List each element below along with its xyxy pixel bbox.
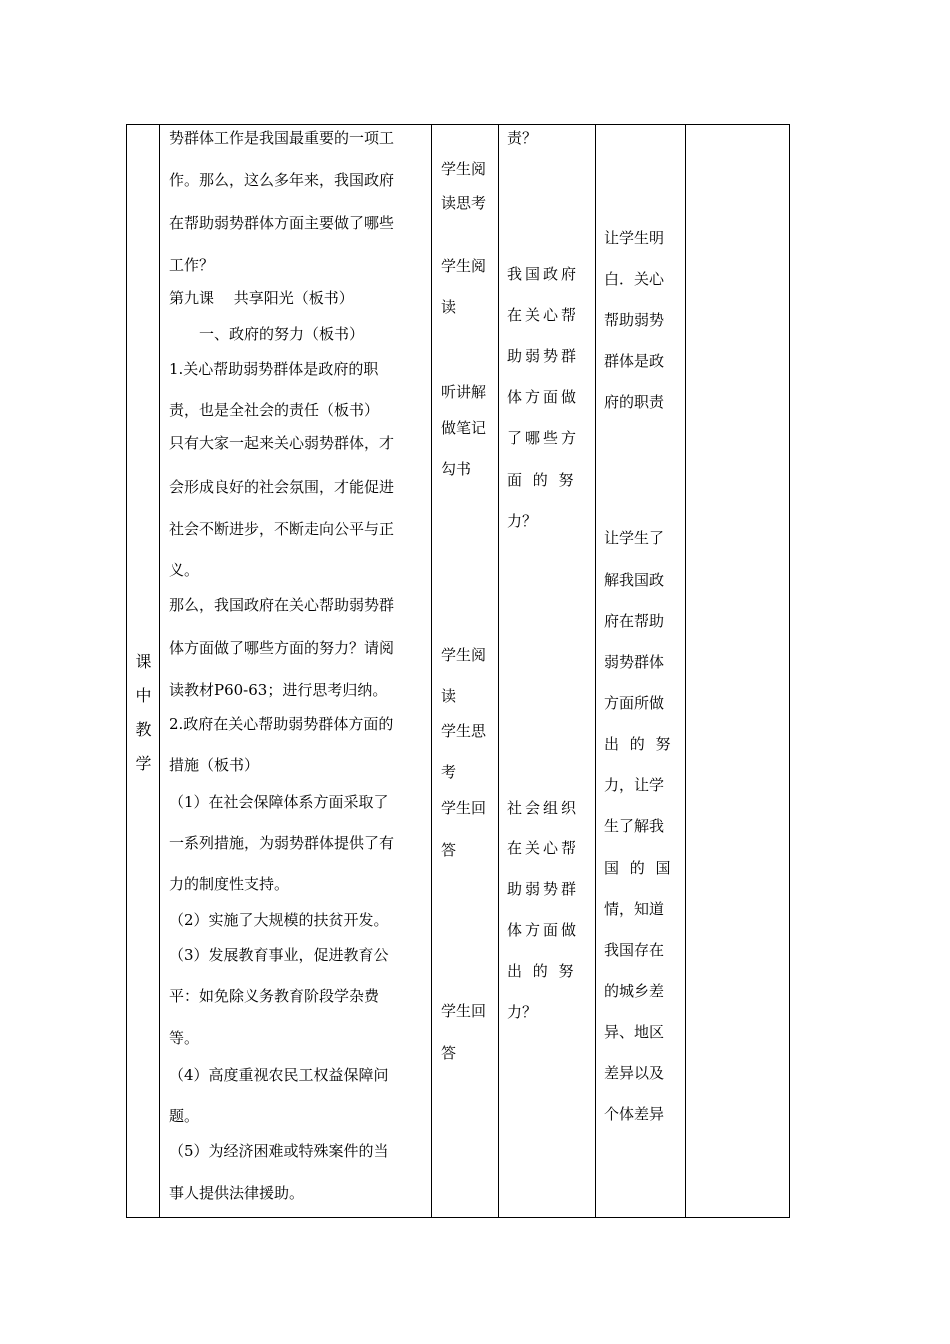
intent-line: 让学生明 xyxy=(604,229,665,247)
intent-line: 力，让学 xyxy=(604,776,665,794)
question-line: 在关心帮 xyxy=(507,839,580,857)
student-line: 考 xyxy=(441,763,457,781)
student-line: 勾书 xyxy=(441,460,472,478)
intent-line: 方面所做 xyxy=(604,694,665,712)
student-line: 学生回 xyxy=(441,799,487,817)
student-line: 学生阅 xyxy=(441,257,487,275)
teacher-line: 会形成良好的社会氛围，才能促进 xyxy=(169,478,395,496)
teacher-line: 工作？ xyxy=(169,256,215,274)
teacher-line: 责，也是全社会的责任（板书） xyxy=(169,401,380,419)
intent-line: 弱势群体 xyxy=(604,653,665,671)
teacher-line: （3）发展教育事业，促进教育公 xyxy=(169,946,389,964)
question-line: 面 的 努 xyxy=(507,471,577,489)
lesson-plan-table xyxy=(126,124,790,1218)
student-line: 做笔记 xyxy=(441,419,487,437)
teacher-line: 那么，我国政府在关心帮助弱势群 xyxy=(169,596,395,614)
teacher-line: 一系列措施，为弱势群体提供了有 xyxy=(169,834,395,852)
teacher-line: 读教材P60-63；进行思考归纳。 xyxy=(169,681,388,699)
intent-line: 白．关心 xyxy=(604,270,665,288)
teacher-line: （1）在社会保障体系方面采取了 xyxy=(169,793,389,811)
intent-line: 异、地区 xyxy=(604,1023,665,1041)
intent-line: 让学生了 xyxy=(604,529,665,547)
intent-line: 府在帮助 xyxy=(604,612,665,630)
intent-line: 解我国政 xyxy=(604,571,665,589)
phase-label xyxy=(127,645,160,781)
question-line: 在关心帮 xyxy=(507,306,580,324)
phase-char: 中 xyxy=(135,686,152,705)
teacher-line: 事人提供法律援助。 xyxy=(169,1184,305,1202)
student-line: 学生阅 xyxy=(441,160,487,178)
intent-line: 的城乡差 xyxy=(604,982,665,1000)
student-line: 答 xyxy=(441,1044,457,1062)
column-divider xyxy=(498,125,499,1217)
teacher-line: 2.政府在关心帮助弱势群体方面的 xyxy=(169,715,394,733)
column-divider xyxy=(431,125,432,1217)
intent-line: 生了解我 xyxy=(604,817,665,835)
question-line: 力？ xyxy=(507,512,538,530)
student-line: 学生阅 xyxy=(441,646,487,664)
teacher-line: 措施（板书） xyxy=(169,756,260,774)
intent-line: 群体是政 xyxy=(604,352,665,370)
question-line: 助弱势群 xyxy=(507,880,580,898)
teacher-line: 社会不断进步，不断走向公平与正 xyxy=(169,520,395,538)
column-divider xyxy=(595,125,596,1217)
question-line: 体方面做 xyxy=(507,921,580,939)
questions-cell xyxy=(507,125,595,1217)
teacher-line: 只有大家一起来关心弱势群体，才 xyxy=(169,434,395,452)
phase-char: 教 xyxy=(135,720,152,739)
intent-line: 个体差异 xyxy=(604,1105,665,1123)
teacher-line: 等。 xyxy=(169,1029,200,1047)
teacher-line: （5）为经济困难或特殊案件的当 xyxy=(169,1142,389,1160)
intent-line: 我国存在 xyxy=(604,941,665,959)
question-line: 出 的 努 xyxy=(507,962,577,980)
teacher-line: 1.关心帮助弱势群体是政府的职 xyxy=(169,360,379,378)
section-heading: 一、政府的努力（板书） xyxy=(199,325,365,343)
phase-char: 课 xyxy=(135,652,152,671)
teacher-line: （2）实施了大规模的扶贫开发。 xyxy=(169,911,389,929)
question-line: 我国政府 xyxy=(507,265,580,283)
student-line: 读思考 xyxy=(441,194,487,212)
phase-char: 学 xyxy=(135,754,152,773)
teacher-line: 势群体工作是我国最重要的一项工 xyxy=(169,129,395,147)
teacher-line: 力的制度性支持。 xyxy=(169,875,290,893)
intent-line: 府的职责 xyxy=(604,393,665,411)
teacher-line: 体方面做了哪些方面的努力？请阅 xyxy=(169,639,395,657)
intent-line: 差异以及 xyxy=(604,1064,665,1082)
student-line: 听讲解 xyxy=(441,383,487,401)
question-line: 助弱势群 xyxy=(507,347,580,365)
question-line: 体方面做 xyxy=(507,388,580,406)
teacher-line: （4）高度重视农民工权益保障问 xyxy=(169,1066,389,1084)
student-line: 学生思 xyxy=(441,722,487,740)
student-line: 读 xyxy=(441,298,457,316)
question-line: 了哪些方 xyxy=(507,429,580,447)
question-line: 责？ xyxy=(507,129,538,147)
teacher-line: 作。那么，这么多年来，我国政府 xyxy=(169,171,395,189)
student-line: 读 xyxy=(441,687,457,705)
intent-line: 帮助弱势 xyxy=(604,311,665,329)
teacher-line: 题。 xyxy=(169,1107,200,1125)
teacher-activity-cell xyxy=(169,125,431,1217)
teacher-line: 平：如免除义务教育阶段学杂费 xyxy=(169,987,380,1005)
notes-cell xyxy=(686,125,789,1217)
intent-line: 出 的 努 xyxy=(604,735,674,753)
student-activity-cell xyxy=(441,125,498,1217)
student-line: 学生回 xyxy=(441,1002,487,1020)
lesson-title: 第九课 共享阳光（板书） xyxy=(169,289,354,307)
student-line: 答 xyxy=(441,841,457,859)
teacher-line: 在帮助弱势群体方面主要做了哪些 xyxy=(169,214,395,232)
intent-line: 情，知道 xyxy=(604,900,665,918)
design-intent-cell xyxy=(604,125,685,1217)
intent-line: 国 的 国 xyxy=(604,859,674,877)
question-line: 社会组织 xyxy=(507,799,580,817)
teacher-line: 义。 xyxy=(169,561,200,579)
question-line: 力？ xyxy=(507,1003,538,1021)
